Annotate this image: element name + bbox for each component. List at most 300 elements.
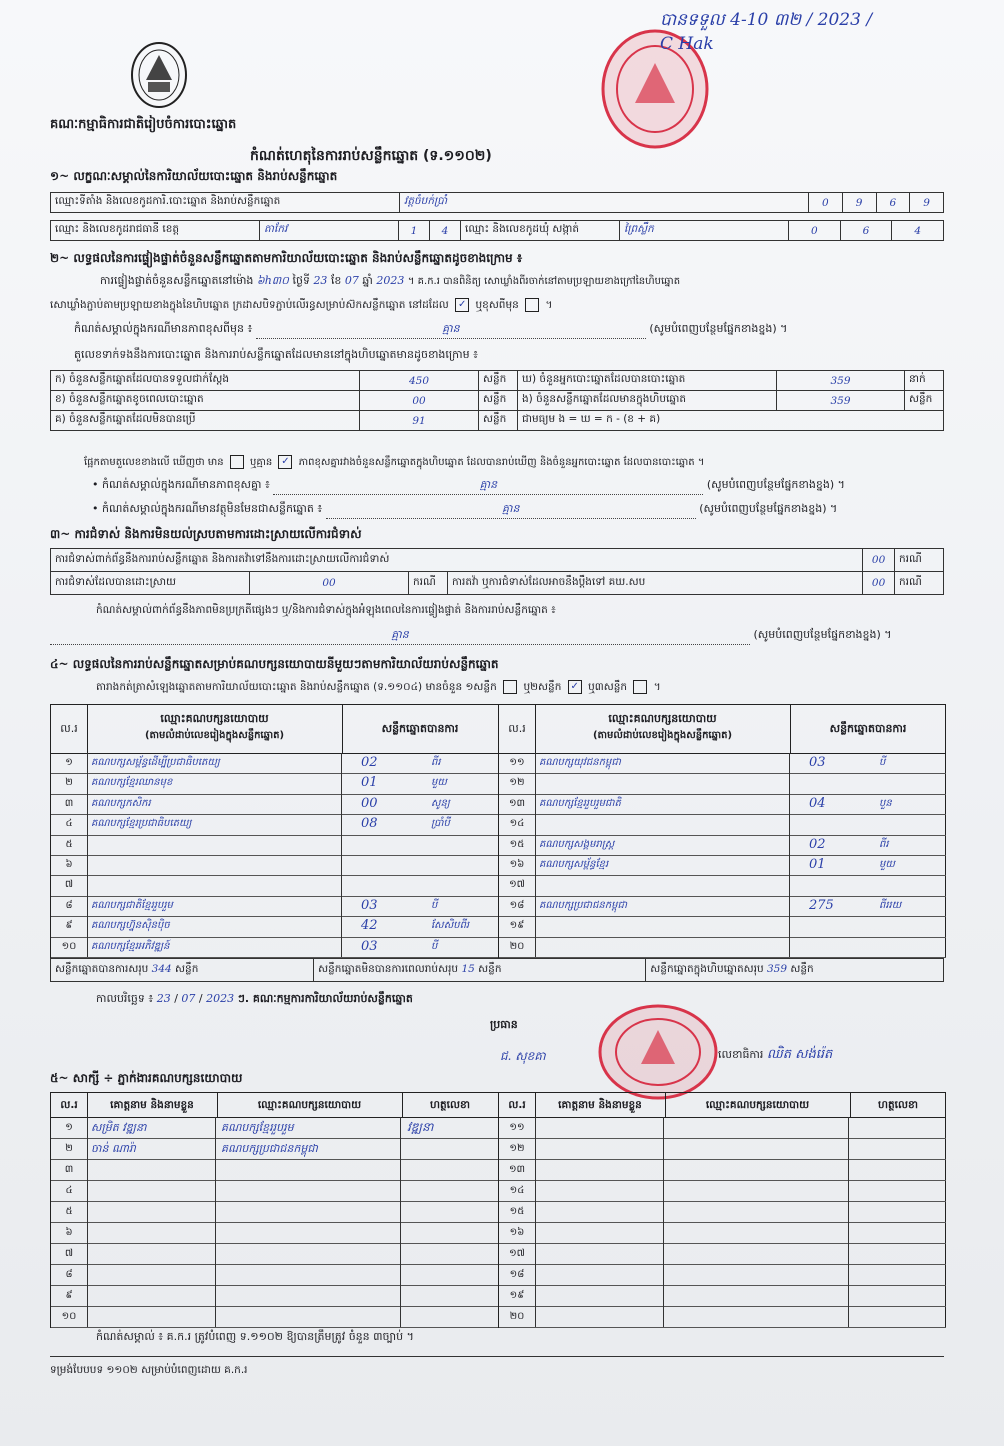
figures-intro: តួលេខទាក់ទងនឹងការបោះឆ្នោត និងការរាប់សន្លឹកឆ្នោតដែលមាននៅក្នុងហិបឆ្នោតមានដូចខាងក្រោម ៖ [74, 348, 478, 361]
document-title: កំណត់ហេតុនៃការរាប់សន្លឹកឆ្នោត (ទ.១១០២) [250, 148, 492, 164]
witness-party [221, 1243, 401, 1264]
table-row [51, 814, 498, 835]
row-number: ១៧ [499, 875, 536, 895]
total-valid-label: សន្លឹកឆ្នោតបានការសរុប [55, 962, 149, 975]
bullet1-line [92, 478, 845, 495]
difference-note-value: គ្មាន [256, 322, 646, 339]
commune-label: ឈ្មោះ និងលេខកូដឃុំ សង្កាត់ [461, 221, 620, 241]
vote-count: 03 [809, 755, 826, 770]
witness-party [669, 1264, 849, 1285]
row-number: ៤ [51, 814, 88, 834]
results-right-half [498, 705, 946, 957]
difference-note-hint: (សូមបំពេញបន្ថែមផ្នែកខាងខ្នង) ។ [649, 322, 788, 335]
received-label: ក) ចំនួនសន្លឹកឆ្នោតដែលបានទទួលជាក់ស្តែង [51, 371, 360, 391]
commune-code-1: 0 [789, 221, 841, 241]
witness-name [91, 1201, 216, 1222]
appeal-label: ការតវ៉ា ឬការជំទាស់ដែលអាចនឹងប្តឹងទៅ គឃ.សប [448, 572, 863, 595]
witness-party [221, 1306, 401, 1327]
vote-words: បី [431, 940, 438, 952]
three-sheets-label: ឬ៣សន្លឹក [588, 681, 628, 693]
witness-name [91, 1306, 216, 1327]
witness-col-party: ឈ្មោះគណបក្សនយោបាយ [217, 1093, 403, 1117]
table-row [499, 916, 946, 937]
verification-line [100, 274, 680, 290]
vote-words [879, 875, 943, 895]
party-name: គណបក្សសម្ព័ន្ធខ្មែរ [539, 855, 790, 875]
date-label: កាលបរិច្ឆេទ ៖ [96, 992, 154, 1005]
form-note: ទម្រង់បែបបទ ១១០២ សម្រាប់បំពេញដោយ គ.ក.រ [50, 1364, 248, 1376]
witness-row [51, 1243, 498, 1265]
witness-row [51, 1180, 498, 1202]
date-line: កាលបរិច្ឆេទ ៖ 23 / 07 / 2023 ៗ. គណៈកម្មការការិយាល័យរាប់សន្លឹកឆ្នោត [96, 992, 413, 1005]
section4-heading: ៤~ លទ្ធផលនៃការរាប់សន្លឹកឆ្នោតសម្រាប់គណបក្សនយោបាយនីមួយៗតាមការិយាល័យរាប់សន្លឹកឆ្នោត [50, 657, 499, 671]
appeal-value: 00 [863, 572, 895, 595]
verification-line-end: ។ គ.ក.រ បានពិនិត្យ សោឃ្លាំងពីរចាក់នៅតាមប្រឡាយខាងក្រៅនៃហិបឆ្នោត [407, 276, 681, 287]
party-name [539, 814, 790, 834]
witness-name [91, 1264, 216, 1285]
party-name: គណបក្សសម្ព័ន្ធដើម្បីប្រជាធិបតេយ្យ [91, 753, 342, 773]
witness-name [539, 1201, 664, 1222]
spoiled-unit: សន្លឹក [479, 391, 518, 411]
tally-sheets-intro: តារាងកត់ត្រាសំឡេងឆ្នោតតាមការិយាល័យបោះឆ្នោត និងរាប់សន្លឹកឆ្នោត (ទ.១១០៤) មានចំនួន ១សន្លឹក [96, 681, 497, 693]
vote-count: 42 [361, 918, 378, 934]
witness-col-party: ឈ្មោះគណបក្សនយោបាយ [665, 1093, 851, 1117]
witness-signature [407, 1180, 495, 1201]
party-name [91, 875, 342, 895]
ballots-in-box-value: 359 [777, 391, 905, 411]
witness-party [669, 1180, 849, 1201]
irregularity-value: គ្មាន [50, 628, 750, 645]
three-sheets-checkbox[interactable] [633, 680, 647, 694]
objections-table [50, 548, 944, 595]
vote-count [809, 814, 869, 834]
col-party-title: ឈ្មោះគណបក្សនយោបាយ [608, 712, 717, 725]
witness-signature [407, 1159, 495, 1180]
witness-header [499, 1093, 946, 1118]
location-value: វត្តចំបក់ប្រាំ [400, 193, 809, 213]
irregularity-hint: (សូមបំពេញបន្ថែមផ្នែកខាងខ្នង) ។ [753, 628, 892, 641]
total-box-cell [646, 959, 944, 982]
witness-party [221, 1264, 401, 1285]
witness-col-no: ល.រ [51, 1093, 88, 1117]
date-year: 2023 [206, 992, 235, 1005]
party-name: គណបក្សខ្មែរអភិវឌ្ឍន៍ [91, 937, 342, 957]
date-day: 23 [156, 992, 171, 1005]
seal-check-line: សោឃ្លាំងភ្ជាប់តាមប្រឡាយខាងក្នុងនៃហិបឆ្នោត ក្រដាសបិទភ្ជាប់លើរន្ធសម្រាប់ស៊កសន្លឹកឆ្នោត នៅដដែល ✓ ឬខុសពីមុន ។ [50, 299, 553, 311]
table-row [51, 875, 498, 896]
row-number: ១៥ [499, 835, 536, 855]
witness-signature [855, 1180, 943, 1201]
col-party-subtitle: (តាមលំដាប់លេខរៀងក្នុងសន្លឹកឆ្នោត) [592, 730, 733, 741]
row-number: ១៦ [499, 855, 536, 875]
compare-line [84, 455, 704, 470]
vote-count: 08 [361, 816, 378, 832]
party-name [539, 916, 790, 936]
witness-col-sign: ហត្ថលេខា [430, 1099, 470, 1111]
table-row [499, 835, 946, 856]
location-code-1: 0 [809, 193, 843, 213]
total-valid-cell [51, 959, 314, 982]
witness-col-name: គោត្តនាម និងនាមខ្លួន [87, 1093, 218, 1117]
objections-label: ការជំទាស់ពាក់ព័ន្ធនឹងការរាប់សន្លឹកឆ្នោត និងការតវ៉ាទៅនឹងការដោះស្រាយលើការជំទាស់ [51, 549, 863, 572]
table-row [499, 794, 946, 815]
witness-row [499, 1243, 946, 1265]
witness-row-number: ១៨ [499, 1264, 536, 1285]
witness-row [499, 1180, 946, 1202]
vote-words [431, 835, 495, 855]
party-name: គណបក្សប្រជាជនកម្ពុជា [539, 896, 790, 916]
witness-signature [407, 1306, 495, 1327]
witness-party [221, 1222, 401, 1243]
table-row [499, 875, 946, 896]
compare-end: ភាពខុសគ្នារវាងចំនួនសន្លឹកឆ្នោតក្នុងហិបឆ្នោត ដែលបានរាប់ឃើញ និងចំនួនអ្នកបោះឆ្នោត ដែលបានបោះឆ្នោត ។ [298, 457, 705, 468]
party-name: គណបក្សកសិករ [91, 794, 342, 814]
witness-signature [855, 1138, 943, 1159]
table-row [51, 773, 498, 794]
witness-table [50, 1092, 946, 1328]
witness-row-number: ១៥ [499, 1201, 536, 1222]
nec-logo-icon [128, 40, 190, 110]
total-invalid-label: សន្លឹកឆ្នោតមិនបានការពេលរាប់សរុប [318, 962, 459, 975]
voters-unit: នាក់ [905, 371, 944, 391]
witness-row-number: ១៧ [499, 1243, 536, 1264]
objections-unit: ករណី [895, 549, 944, 572]
table-row [499, 855, 946, 876]
witness-row [499, 1138, 946, 1160]
witness-row-number: ១៦ [499, 1222, 536, 1243]
vote-count: 02 [361, 755, 378, 770]
witness-party [669, 1222, 849, 1243]
witness-signature [855, 1264, 943, 1285]
witness-col-no: ល.រ [499, 1093, 536, 1117]
bullet2-label: • កំណត់សម្គាល់ក្នុងករណីមានវត្ថុមិនមែនជាសន្លឹកឆ្នោត ៖ [92, 502, 323, 515]
witness-name [91, 1222, 216, 1243]
witness-name [539, 1243, 664, 1264]
vote-count: 04 [809, 795, 826, 811]
party-name [539, 773, 790, 793]
witness-row [499, 1285, 946, 1307]
verification-intro: ការផ្ទៀងផ្ទាត់ចំនួនសន្លឹកឆ្នោតនៅម៉ោង [100, 274, 254, 287]
date-month: 07 [181, 992, 196, 1005]
tally-sheets-line: តារាងកត់ត្រាសំឡេងឆ្នោតតាមការិយាល័យបោះឆ្នោត និងរាប់សន្លឹកឆ្នោត (ទ.១១០៤) មានចំនួន ១សន្លឹក ឬ២សន្លឹក ✓ ឬ៣សន្លឹក ។ [96, 681, 661, 693]
vote-count [809, 773, 869, 793]
witness-signature [855, 1201, 943, 1222]
witness-signature: វឌ្ឍនា [407, 1120, 434, 1134]
has-difference-checkbox[interactable] [230, 455, 244, 469]
witness-row-number: ៤ [51, 1180, 88, 1201]
witness-header [51, 1093, 498, 1118]
unused-unit: សន្លឹក [479, 411, 518, 431]
vote-count [809, 875, 869, 895]
vote-count: 275 [809, 897, 834, 913]
vote-count: 03 [361, 938, 378, 954]
vote-words [431, 855, 495, 875]
party-name [91, 835, 342, 855]
col-no-header: ល.រ [51, 705, 88, 753]
row-number: ២ [51, 773, 88, 793]
party-name [539, 875, 790, 895]
irregularity-note: កំណត់សម្គាល់ពាក់ព័ន្ធនឹងភាពមិនប្រក្រតីផ្សេងៗ ឬ/និងការជំទាស់ក្នុងអំឡុងពេលនៃការផ្ទៀងផ្ទាត់ និងការរាប់សន្លឹកឆ្នោត ៖ [96, 604, 556, 616]
witness-party: គណបក្សខ្មែររួបរួម [221, 1117, 401, 1138]
witness-row [51, 1264, 498, 1286]
two-sheets-checkbox[interactable]: ✓ [568, 680, 582, 694]
party-name: គណបក្សសង្គមរាស្ត្រ [539, 835, 790, 855]
table-row [51, 855, 498, 876]
table-row [51, 753, 498, 774]
witness-name [539, 1117, 664, 1138]
witness-name [539, 1306, 664, 1327]
location-label: ឈ្មោះទីតាំង និងលេខកូដការិ.បោះឆ្នោត និងរាប់សន្លឹកឆ្នោត [51, 193, 400, 213]
vote-count: 03 [361, 897, 378, 913]
witness-row-number: ១៩ [499, 1285, 536, 1306]
witness-name: សម្រិត វឌ្ឍនា [91, 1117, 216, 1138]
total-box-label: សន្លឹកឆ្នោតក្នុងហិបឆ្នោតសរុប [650, 962, 764, 975]
unused-label: គ) ចំនួនសន្លឹកឆ្នោតដែលមិនបានប្រើ [51, 411, 360, 431]
table-row [499, 814, 946, 835]
col-party-subtitle: (តាមលំដាប់លេខរៀងក្នុងសន្លឹកឆ្នោត) [144, 730, 285, 741]
witness-row [51, 1201, 498, 1223]
witness-party [669, 1159, 849, 1180]
party-name: គណបក្សខ្មែររួបរួមជាតិ [539, 794, 790, 814]
table-row [51, 794, 498, 815]
witness-col-name: គោត្តនាម និងនាមខ្លួន [535, 1093, 666, 1117]
col-party-header [87, 705, 343, 753]
bullet1-label: • កំណត់សម្គាល់ក្នុងករណីមានភាពខុសគ្នា ៖ [92, 478, 270, 491]
compare-intro: ផ្អែកតាមតួលេខខាងលើ ឃើញថា មាន [84, 457, 224, 468]
location-code-2: 9 [842, 193, 876, 213]
witness-signature [855, 1243, 943, 1264]
witness-signature [407, 1222, 495, 1243]
table-row [51, 835, 498, 856]
witness-row-number: ១៤ [499, 1180, 536, 1201]
witness-signature [855, 1285, 943, 1306]
chair-signature: ជ. សុខគា [500, 1049, 546, 1063]
objections-value: 00 [863, 549, 895, 572]
two-sheets-label: ឬ២សន្លឹក [523, 681, 562, 693]
vote-words [879, 773, 943, 793]
party-name: គណបក្សខ្មែរឈានមុខ [91, 773, 342, 793]
vote-count [361, 835, 421, 855]
unchanged-checkbox[interactable]: ✓ [455, 298, 469, 312]
witness-signature [855, 1159, 943, 1180]
vote-words: មួយ [879, 859, 895, 870]
witness-row-number: ១២ [499, 1138, 536, 1159]
witness-col-sign: ហត្ថលេខា [878, 1099, 918, 1111]
received-value: 450 [360, 371, 479, 391]
row-number: ២០ [499, 937, 536, 957]
witness-name [539, 1285, 664, 1306]
witness-name [539, 1138, 664, 1159]
vote-words: សូន្យ [431, 797, 450, 809]
party-name [91, 855, 342, 875]
vote-words: បី [879, 757, 886, 768]
resolved-label: ការជំទាស់ដែលបានដោះស្រាយ [51, 572, 250, 595]
section2-heading: ២~ លទ្ធផលនៃការផ្ទៀងផ្ទាត់ចំនួនសន្លឹកឆ្នោតតាមការិយាល័យបោះឆ្នោត និងរាប់សន្លឹកឆ្នោតដូចខាងក្រោម ៖ [50, 251, 523, 265]
unused-value: 91 [360, 411, 479, 431]
witness-name [539, 1159, 664, 1180]
witness-name [91, 1243, 216, 1264]
location-code-4: 9 [910, 193, 944, 213]
witness-row [499, 1222, 946, 1244]
secretary-line [718, 1046, 832, 1065]
official-stamp-bottom-icon [596, 1002, 720, 1102]
witness-row-number: ៧ [51, 1243, 88, 1264]
section1-heading: ១~ លក្ខណៈសម្គាល់នៃការិយាល័យបោះឆ្នោត និងរាប់សន្លឹកឆ្នោត [50, 169, 338, 183]
commune-code-3: 4 [892, 221, 944, 241]
witness-row [51, 1306, 498, 1328]
location-code-3: 6 [876, 193, 910, 213]
table-row [499, 753, 946, 774]
row-number: ១០ [51, 937, 88, 957]
witness-party [669, 1306, 849, 1327]
witness-signature [407, 1138, 495, 1159]
bullet1-value: គ្មាន [273, 478, 703, 495]
witness-row [499, 1201, 946, 1223]
witness-name [539, 1180, 664, 1201]
witness-row [51, 1138, 498, 1160]
footer-divider [50, 1356, 944, 1357]
witness-name [91, 1285, 216, 1306]
vote-words: ប្រាំបី [431, 818, 450, 830]
commune-code-2: 6 [840, 221, 892, 241]
witness-party [669, 1285, 849, 1306]
witness-party [669, 1117, 849, 1138]
changed-checkbox[interactable] [525, 298, 539, 312]
vote-words [879, 814, 943, 834]
witness-party [221, 1201, 401, 1222]
verification-day: 23 [313, 274, 328, 287]
vote-words [879, 916, 943, 936]
col-party-header [535, 705, 791, 753]
vote-words: ពីរ [879, 838, 889, 850]
table-row [499, 773, 946, 794]
witness-name: ចាន់ ណារ៉ា [91, 1138, 216, 1159]
commune-value: ព្រៃស្លឹក [620, 221, 789, 241]
party-name: គណបក្សជាតិខ្មែររួបរួម [91, 896, 342, 916]
footnote: កំណត់សម្គាល់ ៖ គ.ក.រ ត្រូវបំពេញ ទ.១១០២ ឱ្យបានត្រឹមត្រូវ ចំនួន ៣ច្បាប់ ។ [96, 1330, 414, 1343]
witness-signature [855, 1117, 943, 1138]
table-row [51, 937, 498, 958]
col-no-header: ល.រ [499, 705, 536, 753]
total-invalid-value: 15 [461, 962, 475, 975]
day-label: ថ្ងៃទី [292, 274, 310, 287]
appeal-unit: ករណី [895, 572, 944, 595]
irregularity-line [50, 628, 892, 645]
verification-year: 2023 [376, 274, 405, 287]
verification-time: ៦h៣០ [256, 274, 289, 287]
witness-signature [407, 1201, 495, 1222]
results-header [499, 705, 946, 754]
witness-row [51, 1117, 498, 1139]
province-label: ឈ្មោះ និងលេខកូដរាជធានី ខេត្ត [51, 221, 260, 241]
bullet2-value: គ្មាន [326, 502, 696, 519]
one-sheet-checkbox[interactable] [503, 680, 517, 694]
province-value: តាកែវ [260, 221, 399, 241]
col-votes-header: សន្លឹកឆ្នោតបានការ [829, 722, 907, 735]
witness-row [499, 1306, 946, 1328]
received-unit: សន្លឹក [479, 371, 518, 391]
witness-row-number: ១០ [51, 1306, 88, 1327]
vote-count: 01 [809, 857, 826, 872]
total-box-value: 359 [766, 962, 787, 975]
vote-count: 00 [361, 795, 378, 811]
committee-line: ៗ. គណៈកម្មការការិយាល័យរាប់សន្លឹកឆ្នោត [237, 992, 413, 1005]
row-number: ៥ [51, 835, 88, 855]
secretary-label: លេខាធិការ [718, 1048, 764, 1061]
vote-count [361, 875, 421, 895]
row-number: ១២ [499, 773, 536, 793]
witness-row [51, 1222, 498, 1244]
witness-right-half [498, 1093, 946, 1327]
section1-table-row2 [50, 220, 944, 241]
vote-words: បី [431, 899, 438, 911]
witness-row [51, 1159, 498, 1181]
witness-row-number: ៥ [51, 1201, 88, 1222]
vote-words: បួន [879, 797, 892, 809]
witness-row [499, 1117, 946, 1139]
vote-words: ពីររយ [879, 899, 902, 911]
party-name: គណបក្សហ្វ៊ុនស៊ិនប៉ិច [91, 916, 342, 936]
witness-row-number: ២០ [499, 1306, 536, 1327]
bullet2-line [92, 502, 837, 519]
witness-left-half [51, 1093, 498, 1327]
witness-signature [855, 1306, 943, 1327]
difference-note-label: កំណត់សម្គាល់ក្នុងករណីមានភាពខុសពីមុន ៖ [74, 322, 253, 335]
party-name [539, 937, 790, 957]
vote-words: សែសិបពីរ [431, 920, 470, 932]
row-number: ១៤ [499, 814, 536, 834]
witness-row-number: ៣ [51, 1159, 88, 1180]
row-number: ៦ [51, 855, 88, 875]
witness-party [221, 1159, 401, 1180]
secretary-signature: ឈិត សង់រ៉េត [766, 1047, 833, 1062]
resolved-unit: ករណី [409, 572, 448, 595]
row-number: ១ [51, 753, 88, 773]
results-header [51, 705, 498, 754]
table-row [499, 937, 946, 958]
formula: ជាមធ្យម ង = ឃ = ក - (ខ + គ) [518, 411, 944, 431]
no-difference-checkbox[interactable]: ✓ [278, 455, 292, 469]
voters-label: ឃ) ចំនួនអ្នកបោះឆ្នោតដែលបានបោះឆ្នោត [518, 371, 777, 391]
vote-count: 02 [809, 836, 826, 852]
witness-party [221, 1285, 401, 1306]
month-label: ខែ [330, 274, 342, 287]
no-difference-label: ឬគ្មាន [250, 457, 273, 468]
resolved-value: 00 [250, 572, 409, 595]
results-table [50, 704, 946, 958]
row-number: ១១ [499, 753, 536, 773]
year-label: ឆ្នាំ [362, 274, 373, 287]
section5-heading: ៥~ សាក្សី ÷ ភ្នាក់ងារគណបក្សនយោបាយ [50, 1071, 243, 1085]
seal-check-text: សោឃ្លាំងភ្ជាប់តាមប្រឡាយខាងក្នុងនៃហិបឆ្នោត ក្រដាសបិទភ្ជាប់លើរន្ធសម្រាប់ស៊កសន្លឹកឆ្នោត នៅដដែល [50, 299, 449, 311]
ballots-in-box-label: ង) ចំនួនសន្លឹកឆ្នោតដែលមានក្នុងហិបឆ្នោត [518, 391, 777, 411]
col-votes-header: សន្លឹកឆ្នោតបានការ [381, 722, 459, 735]
difference-note-line [74, 322, 787, 339]
row-number: ១៩ [499, 916, 536, 936]
witness-row [499, 1159, 946, 1181]
vote-count [809, 916, 869, 936]
row-number: ៧ [51, 875, 88, 895]
witness-party [669, 1243, 849, 1264]
witness-signature [407, 1285, 495, 1306]
witness-name [539, 1222, 664, 1243]
province-code-2: 4 [430, 221, 461, 241]
witness-row-number: ១១ [499, 1117, 536, 1138]
party-name: គណបក្សខ្មែរប្រជាធិបតេយ្យ [91, 814, 342, 834]
row-number: ១៣ [499, 794, 536, 814]
voters-value: 359 [777, 371, 905, 391]
row-number: ៨ [51, 896, 88, 916]
